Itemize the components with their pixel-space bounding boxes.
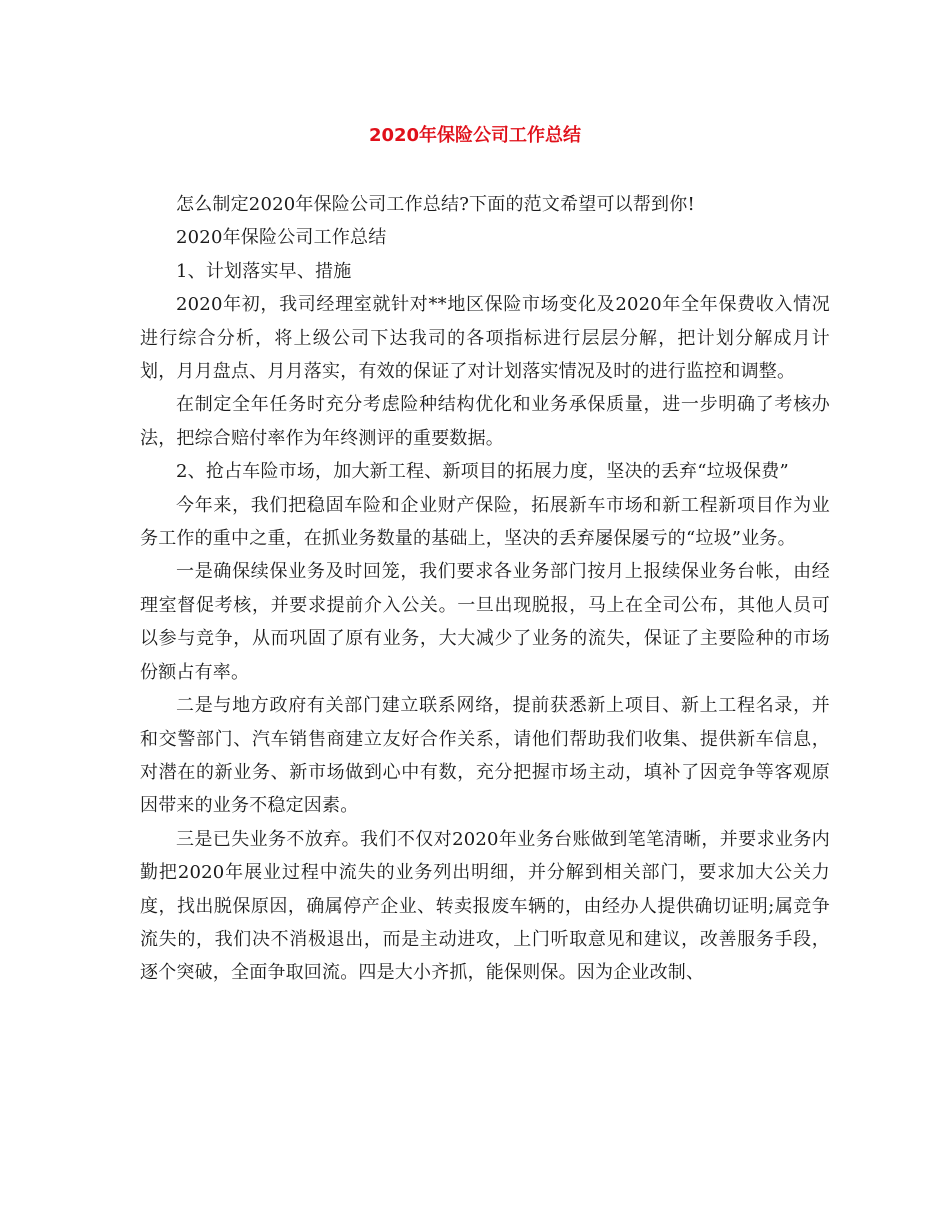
paragraph-heading-2: 2、抢占车险市场，加大新工程、新项目的拓展力度，坚决的丢弃“垃圾保费” <box>176 461 789 483</box>
paragraph: 三是已失业务不放弃。我们不仅对2020年业务台账做到笔笔清晰，并要求业务内勤把2020年展业过程中流失的业务列出明细，并分解到相关部门，要求加大公关力度，找出脱保原因，确属停产企业、转卖报废车辆的，由经办人提供确切证明;属竞争流失的，我们决不消极退出，而是主动进攻，上门听取意见和建议，改善服务手段，逐个突破，全面争取回流。四是大小齐抓，能保则保。因为企业改制、 <box>140 828 830 984</box>
paragraph: 在制定全年任务时充分考虑险种结构优化和业务承保质量，进一步明确了考核办法，把综合赔付率作为年终测评的重要数据。 <box>140 394 830 449</box>
paragraph: 二是与地方政府有关部门建立联系网络，提前获悉新上项目、新上工程名录，并和交警部门、汽车销售商建立友好合作关系，请他们帮助我们收集、提供新车信息，对潜在的新业务、新市场做到心中有数，充分把握市场主动，填补了因竞争等客观原因带来的业务不稳定因素。 <box>140 695 830 817</box>
document-title: 2020年保险公司工作总结 <box>368 125 582 146</box>
paragraph-intro: 怎么制定2020年保险公司工作总结?下面的范文希望可以帮到你! <box>176 194 695 215</box>
paragraph: 一是确保续保业务及时回笼，我们要求各业务部门按月上报续保业务台帐，由经理室督促考核，并要求提前介入公关。一旦出现脱报，马上在全司公布，其他人员可以参与竞争，从而巩固了原有业务，大大减少了业务的流失，保证了主要险种的市场份额占有率。 <box>140 561 830 683</box>
paragraph-heading-1: 1、计划落实早、措施 <box>176 260 352 282</box>
document-body <box>140 188 830 990</box>
paragraph: 2020年初，我司经理室就针对**地区保险市场变化及2020年全年保费收入情况进行综合分析，将上级公司下达我司的各项指标进行层层分解，把计划分解成月计划，月月盘点、月月落实，有效的保证了对计划落实情况及时的进行监控和调整。 <box>140 294 830 383</box>
paragraph: 今年来，我们把稳固车险和企业财产保险，拓展新车市场和新工程新项目作为业务工作的重中之重，在抓业务数量的基础上，坚决的丢弃屡保屡亏的“垃圾”业务。 <box>140 494 830 550</box>
paragraph-subtitle: 2020年保险公司工作总结 <box>176 227 387 249</box>
